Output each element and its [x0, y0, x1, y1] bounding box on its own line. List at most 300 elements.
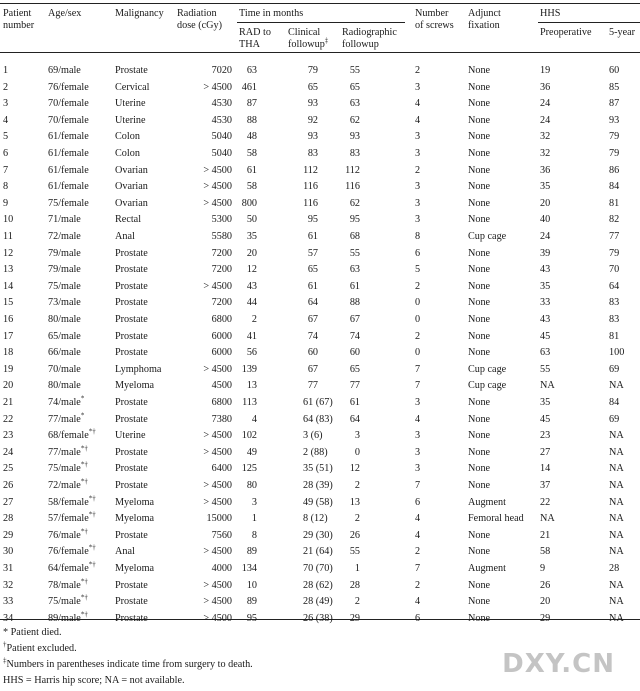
cell-patient-number: 11 — [3, 231, 13, 242]
cell-radiation-dose: > 4500 — [203, 363, 232, 375]
cell-radiographic-followup: 68 — [349, 231, 360, 242]
cell-number-of-screws: 8 — [415, 231, 421, 242]
cell-age-sex: 75/male*† — [48, 461, 88, 475]
cell-radiographic-followup: 63 — [349, 264, 360, 276]
cell-clinical-followup: 21 (64) — [303, 546, 333, 558]
cell-radiation-dose: > 4500 — [203, 181, 232, 193]
cell-number-of-screws: 4 — [415, 98, 421, 110]
cell-number-of-screws: 0 — [415, 297, 421, 309]
cell-preoperative: 45 — [540, 413, 551, 425]
cell-patient-number: 24 — [3, 446, 14, 458]
cell-malignancy: Ovarian — [115, 164, 148, 176]
cell-rad-to-tha: 89 — [246, 546, 257, 558]
cell-adjunct-fixation: None — [468, 314, 491, 325]
cell-adjunct-fixation: None — [468, 148, 491, 159]
cell-radiation-dose: 6000 — [211, 347, 232, 359]
cell-rad-to-tha: 800 — [241, 197, 257, 209]
cell-adjunct-fixation: Cup cage — [468, 380, 507, 392]
cell-radiographic-followup: 26 — [349, 529, 360, 541]
cell-radiation-dose: > 4500 — [203, 496, 232, 508]
cell-rad-to-tha: 49 — [246, 446, 257, 458]
cell-clinical-followup: 61 — [307, 231, 318, 242]
cell-radiographic-followup: 55 — [349, 546, 360, 558]
cell-age-sex: 58/female*† — [48, 494, 96, 508]
cell-radiographic-followup: 63 — [349, 98, 360, 110]
cell-rad-to-tha: 20 — [246, 247, 257, 259]
cell-adjunct-fixation: None — [468, 446, 491, 458]
cell-radiation-dose: 4530 — [211, 114, 232, 126]
footnote-marker: *† — [80, 461, 88, 469]
cell-malignancy: Prostate — [115, 247, 148, 259]
cell-rad-to-tha: 44 — [246, 297, 257, 309]
header-radiographic-followup: Radiographic followup — [342, 27, 397, 50]
cell-number-of-screws: 2 — [415, 65, 421, 76]
cell-five-year: 69 — [609, 413, 620, 425]
cell-patient-number: 14 — [3, 280, 14, 292]
cell-preoperative: 35 — [540, 397, 551, 408]
cell-preoperative: 27 — [540, 446, 551, 458]
cell-radiographic-followup: 95 — [349, 214, 360, 226]
cell-five-year: 84 — [609, 181, 620, 193]
cell-adjunct-fixation: None — [468, 330, 491, 342]
header-five-year: 5-year — [609, 27, 636, 38]
cell-five-year: NA — [609, 529, 624, 541]
cell-radiation-dose: 5300 — [211, 214, 232, 226]
cell-age-sex: 76/female — [48, 81, 89, 93]
cell-malignancy: Prostate — [115, 65, 148, 76]
cell-radiation-dose: > 4500 — [203, 164, 232, 176]
cell-malignancy: Prostate — [115, 330, 148, 342]
cell-patient-number: 26 — [3, 480, 14, 491]
cell-five-year: 70 — [609, 264, 620, 276]
cell-radiation-dose: 4530 — [211, 98, 232, 110]
cell-adjunct-fixation: Cup cage — [468, 363, 507, 375]
cell-age-sex: 75/male — [48, 280, 81, 292]
cell-radiation-dose: 5040 — [211, 131, 232, 143]
header-bottom-rule — [0, 52, 640, 53]
cell-rad-to-tha: 8 — [251, 529, 257, 541]
cell-patient-number: 28 — [3, 513, 14, 525]
cell-preoperative: 58 — [540, 546, 551, 558]
cell-malignancy: Uterine — [115, 114, 146, 126]
cell-adjunct-fixation: None — [468, 214, 491, 226]
cell-five-year: 83 — [609, 314, 620, 325]
cell-patient-number: 8 — [3, 181, 9, 193]
cell-five-year: NA — [609, 480, 624, 491]
cell-clinical-followup: 112 — [303, 164, 318, 176]
cell-adjunct-fixation: None — [468, 181, 491, 193]
cell-preoperative: 14 — [540, 463, 551, 475]
cell-radiographic-followup: 61 — [349, 280, 360, 292]
cell-number-of-screws: 6 — [415, 247, 421, 259]
cell-radiographic-followup: 55 — [349, 247, 360, 259]
cell-number-of-screws: 2 — [415, 546, 421, 558]
cell-age-sex: 74/male* — [48, 394, 85, 408]
cell-number-of-screws: 3 — [415, 197, 421, 209]
footnote-marker: *† — [88, 510, 96, 519]
cell-rad-to-tha: 88 — [246, 114, 257, 126]
footnote-marker: *† — [80, 444, 88, 453]
cell-malignancy: Myeloma — [115, 563, 155, 574]
footnote-marker: *† — [80, 610, 88, 619]
cell-patient-number: 32 — [3, 579, 14, 591]
cell-number-of-screws: 3 — [415, 214, 421, 226]
header-radiation-dose: Radiation dose (cGy) — [177, 8, 222, 31]
cell-five-year: NA — [609, 546, 624, 558]
cell-patient-number: 4 — [3, 114, 9, 126]
cell-malignancy: Colon — [115, 131, 140, 143]
cell-clinical-followup: 93 — [307, 98, 318, 110]
cell-patient-number: 27 — [3, 496, 14, 508]
cell-five-year: 81 — [609, 197, 620, 209]
footnote-patient-died: * Patient died. — [3, 627, 62, 638]
cell-number-of-screws: 3 — [415, 446, 421, 458]
cell-number-of-screws: 3 — [415, 463, 421, 475]
cell-preoperative: 32 — [540, 131, 551, 143]
cell-malignancy: Prostate — [115, 314, 148, 325]
cell-age-sex: 66/male — [48, 347, 81, 359]
cell-five-year: 79 — [609, 131, 620, 143]
cell-clinical-followup: 92 — [307, 114, 318, 126]
cell-malignancy: Prostate — [115, 579, 148, 591]
cell-number-of-screws: 2 — [415, 579, 421, 591]
cell-number-of-screws: 3 — [415, 81, 421, 93]
cell-radiation-dose: > 4500 — [203, 480, 232, 491]
cell-five-year: 69 — [609, 363, 620, 375]
cell-five-year: 93 — [609, 114, 620, 126]
footnote-marker: *† — [80, 593, 88, 602]
cell-clinical-followup: 65 — [307, 264, 318, 276]
cell-number-of-screws: 7 — [415, 480, 421, 491]
cell-age-sex: 76/female*† — [48, 544, 96, 558]
cell-adjunct-fixation: Femoral head — [468, 513, 524, 525]
cell-clinical-followup: 77 — [307, 380, 318, 392]
cell-number-of-screws: 5 — [415, 264, 421, 276]
cell-radiographic-followup: 60 — [349, 347, 360, 359]
cell-preoperative: 43 — [540, 314, 551, 325]
cell-clinical-followup: 57 — [307, 247, 318, 259]
cell-radiation-dose: > 4500 — [203, 596, 232, 608]
cell-clinical-followup: 28 (62) — [303, 579, 333, 591]
cell-patient-number: 3 — [3, 98, 9, 110]
cell-clinical-followup: 26 (38) — [303, 612, 333, 624]
cell-age-sex: 61/female — [48, 148, 89, 159]
cell-rad-to-tha: 48 — [246, 131, 257, 143]
cell-malignancy: Myeloma — [115, 513, 155, 525]
cell-five-year: 83 — [609, 297, 620, 309]
cell-five-year: 79 — [609, 247, 620, 259]
cell-five-year: 85 — [609, 81, 620, 93]
cell-clinical-followup: 61 (67) — [303, 397, 333, 408]
cell-radiographic-followup: 62 — [349, 197, 360, 209]
cell-five-year: 77 — [609, 231, 620, 242]
cell-five-year: 28 — [609, 563, 620, 574]
cell-age-sex: 89/male*† — [48, 610, 88, 624]
cell-malignancy: Ovarian — [115, 181, 148, 193]
cell-age-sex: 79/male — [48, 247, 81, 259]
cell-number-of-screws: 7 — [415, 363, 421, 375]
header-time-in-months: Time in months — [239, 8, 304, 19]
cell-adjunct-fixation: None — [468, 463, 491, 475]
cell-clinical-followup: 67 — [307, 363, 318, 375]
cell-radiographic-followup: 83 — [349, 148, 360, 159]
cell-age-sex: 70/female — [48, 114, 89, 126]
cell-malignancy: Prostate — [115, 529, 148, 541]
cell-five-year: 79 — [609, 148, 620, 159]
cell-clinical-followup: 93 — [307, 131, 318, 143]
cell-number-of-screws: 6 — [415, 612, 421, 624]
cell-age-sex: 70/female — [48, 98, 89, 110]
cell-adjunct-fixation: None — [468, 114, 491, 126]
footnote-marker: * — [80, 394, 85, 403]
cell-radiation-dose: 6000 — [211, 330, 232, 342]
cell-preoperative: 26 — [540, 579, 551, 591]
cell-radiographic-followup: 55 — [349, 65, 360, 76]
cell-patient-number: 33 — [3, 596, 14, 608]
cell-radiation-dose: 6800 — [211, 314, 232, 325]
cell-radiographic-followup: 13 — [349, 496, 360, 508]
cell-adjunct-fixation: Augment — [468, 496, 506, 508]
cell-preoperative: NA — [540, 513, 555, 525]
cell-radiation-dose: > 4500 — [203, 197, 232, 209]
cell-preoperative: 32 — [540, 148, 551, 159]
cell-rad-to-tha: 113 — [242, 397, 257, 408]
cell-radiographic-followup: 62 — [349, 114, 360, 126]
cell-patient-number: 18 — [3, 347, 14, 359]
cell-clinical-followup: 83 — [307, 148, 318, 159]
cell-number-of-screws: 0 — [415, 347, 421, 359]
cell-age-sex: 77/male* — [48, 411, 85, 425]
cell-radiation-dose: 7560 — [211, 529, 232, 541]
footnote-abbreviations: HHS = Harris hip score; NA = not available. — [3, 675, 185, 686]
footnote-patient-excluded: †Patient excluded. — [3, 640, 77, 654]
cell-adjunct-fixation: None — [468, 98, 491, 110]
cell-clinical-followup: 60 — [307, 347, 318, 359]
cell-radiation-dose: 4000 — [211, 563, 232, 574]
cell-age-sex: 64/female*† — [48, 560, 96, 574]
cell-five-year: NA — [609, 612, 624, 624]
cell-patient-number: 25 — [3, 463, 14, 475]
header-adjunct-fixation: Adjunct fixation — [468, 8, 501, 31]
cell-radiographic-followup: 77 — [349, 380, 360, 392]
cell-clinical-followup: 49 (58) — [303, 496, 333, 508]
cell-age-sex: 71/male — [48, 214, 81, 226]
cell-number-of-screws: 4 — [415, 513, 421, 525]
cell-patient-number: 7 — [3, 164, 9, 176]
cell-clinical-followup: 2 (88) — [303, 446, 328, 458]
cell-number-of-screws: 4 — [415, 413, 421, 425]
footnote-parentheses: ‡Numbers in parentheses indicate time from surgery to death. — [3, 656, 253, 670]
cell-age-sex: 61/female — [48, 181, 89, 193]
cell-age-sex: 68/female*† — [48, 427, 96, 442]
cell-preoperative: 24 — [540, 114, 551, 126]
cell-preoperative: 22 — [540, 496, 551, 508]
cell-adjunct-fixation: None — [468, 65, 491, 76]
header-rad-to-tha: RAD to THA — [239, 27, 271, 50]
cell-preoperative: 55 — [540, 363, 551, 375]
cell-radiographic-followup: 116 — [345, 181, 360, 193]
cell-patient-number: 2 — [3, 81, 9, 93]
cell-age-sex: 79/male — [48, 264, 81, 276]
cell-preoperative: 33 — [540, 297, 551, 309]
cell-five-year: NA — [609, 380, 624, 392]
cell-radiographic-followup: 67 — [349, 314, 360, 325]
cell-preoperative: 29 — [540, 612, 551, 624]
cell-rad-to-tha: 89 — [246, 596, 257, 608]
cell-clinical-followup: 61 — [307, 280, 318, 292]
cell-radiation-dose: > 4500 — [203, 546, 232, 558]
cell-number-of-screws: 3 — [415, 131, 421, 143]
footnote-marker: *† — [88, 544, 96, 552]
cell-preoperative: 40 — [540, 214, 551, 226]
footnote-marker: *† — [80, 577, 88, 586]
header-malignancy: Malignancy — [115, 8, 164, 19]
cell-five-year: 100 — [609, 347, 625, 359]
cell-adjunct-fixation: None — [468, 197, 491, 209]
header-number-of-screws: Number of screws — [415, 8, 454, 31]
cell-radiographic-followup: 93 — [349, 131, 360, 143]
cell-clinical-followup: 70 (70) — [303, 563, 333, 574]
cell-malignancy: Prostate — [115, 596, 148, 608]
cell-radiation-dose: > 4500 — [203, 612, 232, 624]
cell-malignancy: Prostate — [115, 413, 148, 425]
cell-radiation-dose: 5040 — [211, 148, 232, 159]
cell-rad-to-tha: 50 — [246, 214, 257, 226]
cell-rad-to-tha: 61 — [246, 164, 257, 176]
cell-clinical-followup: 35 (51) — [303, 463, 333, 475]
cell-radiographic-followup: 88 — [349, 297, 360, 309]
header-preoperative: Preoperative — [540, 27, 592, 38]
cell-age-sex: 76/male*† — [48, 527, 88, 541]
cell-malignancy: Myeloma — [115, 496, 155, 508]
header-age-sex: Age/sex — [48, 8, 82, 19]
cell-radiation-dose: 7020 — [211, 65, 232, 76]
cell-number-of-screws: 2 — [415, 280, 421, 292]
cell-age-sex: 72/male*† — [48, 477, 88, 491]
cell-radiation-dose: 7200 — [211, 297, 232, 309]
footnote-marker: * — [80, 411, 85, 420]
cell-rad-to-tha: 102 — [241, 430, 257, 442]
cell-clinical-followup: 65 — [307, 81, 318, 93]
cell-preoperative: 37 — [540, 480, 551, 491]
cell-rad-to-tha: 10 — [246, 579, 257, 591]
cell-radiographic-followup: 64 — [349, 413, 360, 425]
cell-radiographic-followup: 65 — [349, 81, 360, 93]
cell-patient-number: 12 — [3, 247, 14, 259]
cell-radiographic-followup: 0 — [354, 446, 360, 458]
cell-adjunct-fixation: None — [468, 413, 491, 425]
cell-rad-to-tha: 12 — [246, 264, 257, 276]
cell-malignancy: Prostate — [115, 397, 148, 408]
cell-radiographic-followup: 2 — [354, 513, 360, 525]
cell-preoperative: 24 — [540, 98, 551, 110]
cell-adjunct-fixation: None — [468, 347, 491, 359]
cell-five-year: NA — [609, 430, 624, 442]
cell-malignancy: Lymphoma — [115, 363, 162, 375]
cell-radiographic-followup: 61 — [349, 397, 360, 408]
cell-rad-to-tha: 41 — [246, 330, 257, 342]
cell-five-year: NA — [609, 496, 624, 508]
cell-radiation-dose: 4500 — [211, 380, 232, 392]
cell-rad-to-tha: 63 — [246, 65, 257, 76]
cell-rad-to-tha: 4 — [251, 413, 257, 425]
cell-patient-number: 5 — [3, 131, 9, 143]
cell-age-sex: 80/male — [48, 314, 81, 325]
cell-preoperative: NA — [540, 380, 555, 392]
cell-malignancy: Cervical — [115, 81, 150, 93]
cell-patient-number: 22 — [3, 413, 14, 425]
cell-age-sex: 80/male — [48, 380, 81, 392]
cell-malignancy: Colon — [115, 148, 140, 159]
cell-five-year: 60 — [609, 65, 620, 76]
cell-number-of-screws: 3 — [415, 397, 421, 408]
cell-radiation-dose: > 4500 — [203, 579, 232, 591]
cell-clinical-followup: 79 — [307, 65, 318, 76]
cell-preoperative: 35 — [540, 181, 551, 193]
cell-malignancy: Uterine — [115, 98, 146, 110]
cell-clinical-followup: 28 (39) — [303, 480, 333, 491]
cell-age-sex: 77/male*† — [48, 444, 88, 458]
cell-age-sex: 61/female — [48, 131, 89, 143]
cell-rad-to-tha: 13 — [246, 380, 257, 392]
cell-adjunct-fixation: None — [468, 297, 491, 309]
cell-clinical-followup: 29 (30) — [303, 529, 333, 541]
cell-age-sex: 70/male — [48, 363, 81, 375]
cell-radiographic-followup: 3 — [354, 430, 360, 442]
hhs-group-rule — [538, 22, 640, 23]
cell-radiation-dose: 5580 — [211, 231, 232, 242]
cell-age-sex: 69/male — [48, 65, 81, 76]
time-group-rule — [237, 22, 405, 23]
cell-radiation-dose: > 4500 — [203, 446, 232, 458]
cell-number-of-screws: 7 — [415, 563, 421, 574]
cell-clinical-followup: 8 (12) — [303, 513, 328, 525]
cell-number-of-screws: 4 — [415, 596, 421, 608]
cell-rad-to-tha: 95 — [246, 612, 257, 624]
cell-preoperative: 20 — [540, 197, 551, 209]
cell-patient-number: 29 — [3, 529, 14, 541]
cell-patient-number: 34 — [3, 612, 14, 624]
cell-preoperative: 20 — [540, 596, 551, 608]
cell-age-sex: 73/male — [48, 297, 81, 309]
cell-age-sex: 72/male — [48, 231, 81, 242]
cell-rad-to-tha: 134 — [241, 563, 257, 574]
cell-five-year: NA — [609, 513, 624, 525]
cell-number-of-screws: 4 — [415, 529, 421, 541]
cell-patient-number: 1 — [3, 65, 9, 76]
cell-rad-to-tha: 80 — [246, 480, 257, 491]
cell-patient-number: 23 — [3, 430, 14, 442]
cell-malignancy: Prostate — [115, 446, 148, 458]
cell-rad-to-tha: 139 — [241, 363, 257, 375]
cell-patient-number: 31 — [3, 563, 14, 574]
cell-patient-number: 30 — [3, 546, 14, 558]
cell-malignancy: Myeloma — [115, 380, 155, 392]
cell-patient-number: 6 — [3, 148, 9, 159]
footnote-marker: *† — [80, 527, 88, 536]
cell-age-sex: 65/male — [48, 330, 81, 342]
cell-patient-number: 20 — [3, 380, 14, 392]
cell-rad-to-tha: 87 — [246, 98, 257, 110]
footnote-marker: *† — [80, 477, 88, 486]
cell-number-of-screws: 4 — [415, 114, 421, 126]
footnote-marker: *† — [88, 494, 96, 503]
cell-preoperative: 39 — [540, 247, 551, 259]
cell-preoperative: 19 — [540, 65, 551, 76]
cell-preoperative: 23 — [540, 430, 551, 442]
cell-radiation-dose: 7200 — [211, 264, 232, 276]
cell-preoperative: 63 — [540, 347, 551, 359]
